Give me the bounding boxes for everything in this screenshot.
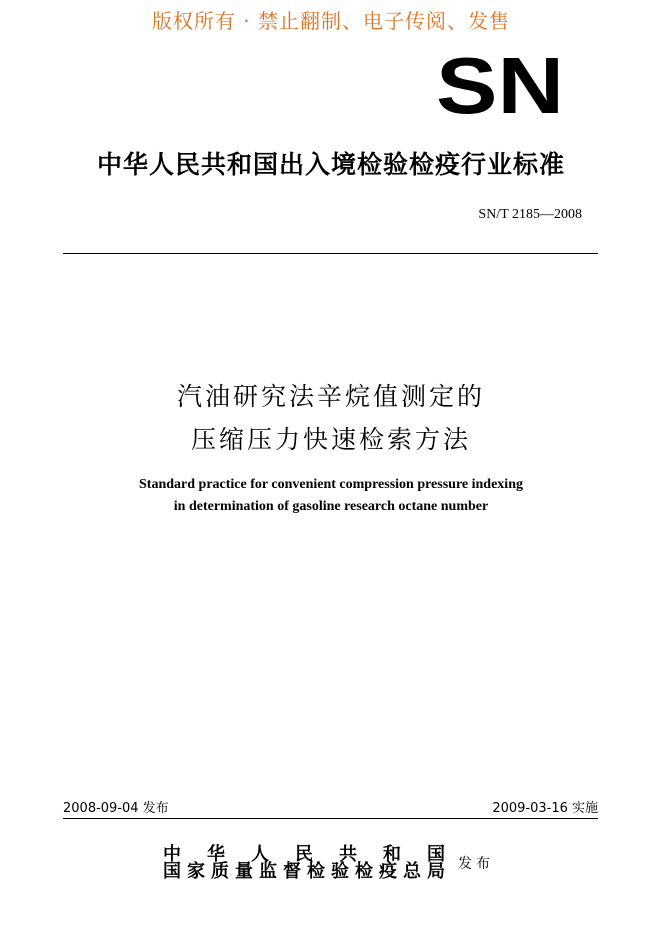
implementation-date: 2009-03-16 实施 (492, 801, 598, 816)
copyright-notice: 版权所有 · 禁止翻制、电子传阅、发售 (151, 9, 511, 33)
title-cn-line-1: 汽油研究法辛烷值测定的 (176, 382, 485, 411)
sn-logo (436, 54, 564, 114)
standard-number: SN/T 2185—2008 (478, 207, 582, 222)
org-title: 中华人民共和国出入境检验检疫行业标准 (96, 150, 565, 179)
title-cn-line-2: 压缩压力快速检索方法 (190, 425, 471, 454)
issue-date: 2008-09-04 发布 (63, 801, 169, 816)
title-en-line-2: in determination of gasoline research octane number (173, 499, 489, 514)
sn-logo-text: SN (436, 54, 564, 114)
top-divider (63, 253, 598, 254)
publisher-line-2: 国家质量监督检验检疫总局 (163, 861, 445, 882)
publisher-line-1: 中华人民共和国 (163, 844, 445, 865)
bottom-divider (63, 818, 598, 819)
publish-label: 发布 (458, 856, 494, 872)
title-en-line-1: Standard practice for convenient compression pressure indexing (139, 477, 523, 492)
